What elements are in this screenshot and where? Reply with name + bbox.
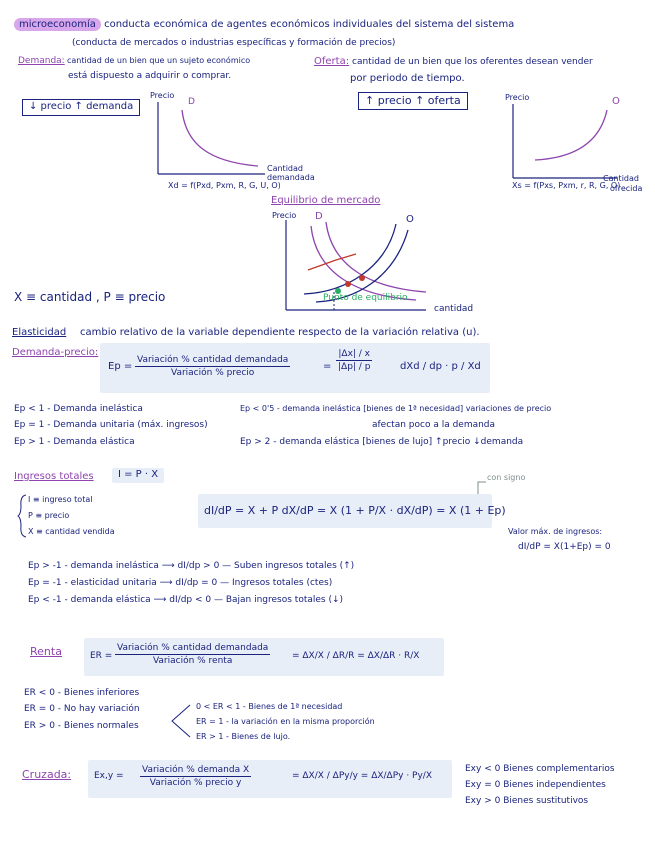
oferta-def-2: por periodo de tiempo. (350, 73, 465, 84)
demanda-rule-box: ↓ precio ↑ demanda (22, 99, 140, 116)
demanda-graph-x-label-1: Cantidad (267, 164, 303, 173)
er-numerator: Variación % cantidad demandada (117, 643, 269, 653)
renta-branch-icon (170, 703, 192, 739)
exy-fraction (140, 765, 251, 788)
ingresos-row-1: Ep > -1 - demanda inelástica ⟶ dI/dp > 0 — Suben ingresos totales (↑) (28, 561, 355, 571)
ep-equals: = (323, 361, 332, 372)
er-rest: = ΔX/X / ΔR/R = ΔX/ΔR · R/X (292, 651, 420, 661)
ingresos-legend-1: I ≡ ingreso total (28, 495, 93, 504)
renta-row-2: ER = 0 - No hay variación (24, 704, 140, 714)
ingresos-row-2: Ep = -1 - elasticidad unitaria ⟶ dI/dp = 0 — Ingresos totales (ctes) (28, 578, 333, 588)
demanda-graph-y-label: Precio (150, 91, 175, 100)
ingresos-formula: I = P · X (112, 468, 164, 483)
renta-label: Renta (30, 645, 62, 658)
oferta-rule-box: ↑ precio ↑ oferta (358, 92, 468, 110)
equilibrio-d-label: D (315, 211, 323, 222)
ingresos-note: con signo (487, 473, 526, 482)
cruzada-row-3: Exy > 0 Bienes sustitutivos (465, 796, 589, 806)
exy-rest: = ΔX/X / ΔPy/y = ΔX/ΔPy · Py/X (292, 771, 433, 781)
exy-numerator: Variación % demanda X (142, 765, 250, 775)
ep-numerator: Variación % cantidad demandada (137, 355, 289, 365)
elasticidad-def: cambio relativo de la variable dependiente respecto de la variación relativa (u). (80, 327, 480, 338)
exy-symbol: Ex,y = (94, 771, 124, 781)
demanda-graph-x-label-2: demandada (267, 173, 315, 182)
renta-sub-3: ER > 1 - Bienes de lujo. (196, 732, 291, 741)
ingresos-max-formula: dI/dP = X(1+Ep) = 0 (518, 542, 611, 552)
demanda-formula: Xd = f(Pxd, Pxm, R, G, U, O) (168, 181, 281, 190)
intro-text: conducta económica de agentes económicos individuales del sistema del sistema (104, 19, 515, 30)
oferta-graph-curve-label: O (612, 96, 620, 107)
ep-denominator: Variación % precio (170, 368, 255, 378)
ep-derivative: dXd / dp · p / Xd (400, 361, 481, 372)
ep-row-left-3: Ep > 1 - Demanda elástica (14, 437, 135, 447)
oferta-graph-y-label: Precio (505, 93, 530, 102)
demanda-precio-label: Demanda-precio: (12, 347, 99, 358)
ep-fraction-2 (336, 349, 372, 372)
oferta-def-1: cantidad de un bien que los oferentes desean vender (352, 57, 593, 67)
ep-f2-den: |Δp| / p (338, 362, 371, 372)
er-denominator: Variación % renta (152, 656, 233, 666)
equilibrio-point-label: Punto de equilibrio (323, 293, 408, 303)
demanda-label: Demanda: (18, 56, 65, 66)
oferta-label: Oferta: (314, 56, 350, 67)
ep-row-right-2: afectan poco a la demanda (372, 420, 496, 430)
demanda-def-2: está dispuesto a adquirir o comprar. (68, 71, 232, 81)
ep-symbol: Ep = (108, 361, 133, 372)
renta-row-1: ER < 0 - Bienes inferiores (24, 688, 140, 698)
ep-row-left-2: Ep = 1 - Demanda unitaria (máx. ingresos) (14, 420, 208, 430)
oferta-graph-x-label-2: ofrecida (610, 184, 643, 193)
renta-sub-1: 0 < ER < 1 - Bienes de 1ª necesidad (196, 702, 343, 711)
exy-denominator: Variación % precio y (149, 778, 242, 788)
renta-sub-2: ER = 1 - la variación en la misma proporción (196, 717, 375, 726)
ep-row-right-1: Ep < 0'5 - demanda inelástica [bienes de 1ª necesidad] variaciones de precio (240, 404, 552, 413)
ingresos-max-label: Valor máx. de ingresos: (508, 527, 603, 536)
cruzada-label: Cruzada: (22, 768, 72, 781)
cruzada-row-1: Exy < 0 Bienes complementarios (465, 764, 615, 774)
cruzada-row-2: Exy = 0 Bienes independientes (465, 780, 606, 790)
demanda-graph-curve-label: D (188, 97, 195, 107)
supply-graph (505, 102, 625, 182)
ingresos-label: Ingresos totales (14, 471, 94, 482)
ingresos-derivative: dI/dP = X + P dX/dP = X (1 + P/X · dX/dP) = X (1 + Ep) (198, 494, 492, 528)
demanda-def-1: cantidad de un bien que un sujeto económico (67, 56, 251, 65)
equilibrio-title: Equilibrio de mercado (271, 195, 381, 206)
demand-graph (150, 97, 270, 180)
notation: X ≡ cantidad , P ≡ precio (14, 290, 166, 304)
ep-fraction (135, 355, 290, 378)
equilibrio-o-label: O (406, 214, 414, 225)
er-fraction (115, 643, 270, 666)
equilibrio-x-label: cantidad (434, 304, 474, 314)
ep-f2-num: |Δx| / x (338, 349, 371, 359)
intro-line-2: (conducta de mercados o industrias específicas y formación de precios) (72, 38, 396, 48)
ingresos-legend-2: P ≡ precio (28, 511, 70, 520)
ingresos-row-3: Ep < -1 - demanda elástica ⟶ dI/dp < 0 — Bajan ingresos totales (↓) (28, 595, 344, 605)
oferta-graph-x-label-1: Cantidad (603, 174, 639, 183)
ingresos-legend-3: X ≡ cantidad vendida (28, 527, 115, 536)
ep-row-right-3: Ep > 2 - demanda elástica [bienes de lujo] ↑precio ↓demanda (240, 437, 524, 447)
intro-line-1 (14, 20, 514, 31)
oferta-formula: Xs = f(Pxs, Pxm, r, R, G, O) (512, 181, 621, 190)
er-symbol: ER = (90, 651, 113, 661)
equilibrio-y-label: Precio (272, 211, 297, 220)
topic-highlight: microeconomía (14, 18, 101, 31)
ep-row-left-1: Ep < 1 - Demanda inelástica (14, 404, 143, 414)
brace-icon (18, 494, 28, 538)
elasticidad-label: Elasticidad (12, 327, 67, 338)
renta-row-3: ER > 0 - Bienes normales (24, 721, 139, 731)
